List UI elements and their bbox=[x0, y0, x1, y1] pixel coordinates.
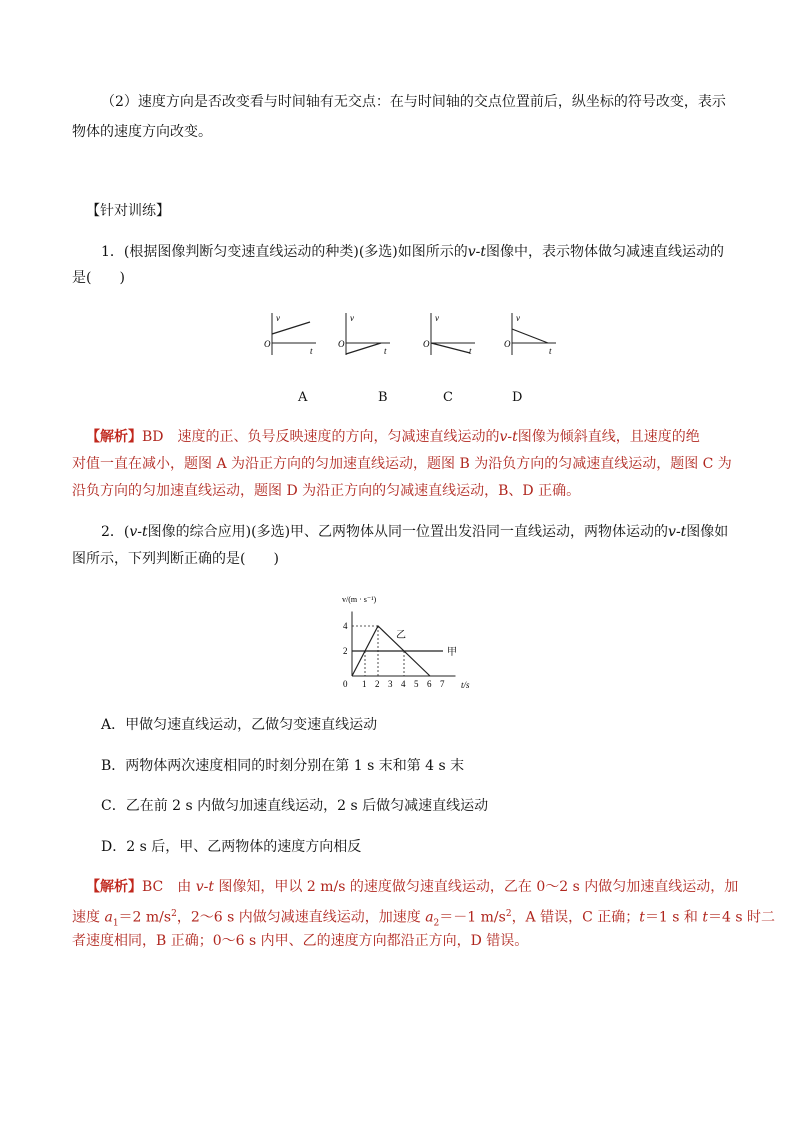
q2-analysis-l2-e: ，A 错误，C 正确； bbox=[511, 909, 640, 926]
q1-analysis-answer: BD bbox=[142, 429, 164, 445]
q2-stem-line-1 bbox=[101, 522, 728, 542]
chart-xlabel: t/s bbox=[461, 680, 470, 690]
chart-ylabel: v/(m · s⁻¹) bbox=[342, 595, 377, 604]
q2-option-b: B．两物体两次速度相同的时刻分别在第 1 s 末和第 4 s 末 bbox=[101, 758, 465, 774]
graph-c bbox=[423, 313, 475, 356]
q2-option-c: C．乙在前 2 s 内做匀加速直线运动，2 s 后做匀减速直线运动 bbox=[101, 798, 489, 814]
q2-analysis-a1: a bbox=[104, 909, 113, 926]
q2-analysis-sub2: 2 bbox=[433, 918, 440, 929]
x-tick-label: 7 bbox=[440, 679, 445, 689]
intro-line-2: 物体的速度方向改变。 bbox=[72, 124, 212, 140]
q2-stem-pre: 2．( bbox=[101, 524, 130, 540]
graph-label-c: C bbox=[443, 390, 453, 405]
q2-analysis-l1-b: 图像知，甲以 2 m/s 的速度做匀速直线运动，乙在 0～2 s 内做匀加速直线运动，加 bbox=[213, 879, 739, 895]
x-tick-label: 4 bbox=[401, 679, 406, 689]
graph-label-d: D bbox=[512, 390, 523, 405]
graph-c-axis-v: v bbox=[435, 313, 439, 323]
graph-b bbox=[338, 313, 390, 356]
graph-d bbox=[504, 313, 556, 356]
q1-stem-post: 图像中，表示物体做匀减速直线运动的 bbox=[486, 244, 725, 260]
q2-analysis-l2-g: ＝4 s 时二 bbox=[708, 909, 776, 926]
q2-stem-vt-2: v-t bbox=[668, 524, 687, 540]
q2-analysis-l2-d: ＝－1 m/s bbox=[439, 909, 506, 926]
q1-stem-line-1 bbox=[101, 242, 724, 262]
graph-a-axis-v: v bbox=[276, 313, 280, 323]
q2-analysis-tag: 【解析】 bbox=[86, 879, 142, 895]
q2-vt-chart bbox=[0, 588, 794, 698]
q2-option-d: D．2 s 后，甲、乙两物体的速度方向相反 bbox=[101, 839, 362, 855]
q1-stem-pre: 1．(根据图像判断匀变速直线运动的种类)(多选)如图所示的 bbox=[101, 244, 468, 260]
graph-b-axis-t: t bbox=[384, 346, 387, 356]
q2-analysis-l2-b: ＝2 m/s bbox=[118, 909, 172, 926]
graph-d-axis-v: v bbox=[516, 313, 520, 323]
q2-analysis-line-3: 者速度相同，B 正确；0～6 s 内甲、乙的速度方向都沿正方向，D 错误。 bbox=[72, 933, 529, 949]
q1-analysis-post: 图像为倾斜直线，且速度的绝 bbox=[517, 429, 700, 445]
q2-stem-mid: 图像的综合应用)(多选)甲、乙两物体从同一位置出发沿同一直线运动，两物体运动的 bbox=[147, 524, 669, 540]
q2-analysis-l2-f: ＝1 s 和 bbox=[644, 909, 703, 926]
series-label-yi: 乙 bbox=[396, 630, 406, 641]
graph-d-axis-t: t bbox=[549, 346, 552, 356]
graph-c-axis-t: t bbox=[469, 346, 472, 356]
q1-analysis-line-3: 沿负方向的匀加速直线运动，题图 D 为沿正方向的匀减速直线运动，B、D 正确。 bbox=[72, 483, 581, 499]
graph-a-axis-t: t bbox=[310, 346, 313, 356]
q2-analysis-answer: BC bbox=[142, 879, 164, 895]
q2-analysis-vt: v-t bbox=[195, 879, 214, 895]
q2-analysis-sup2: 2 bbox=[505, 909, 512, 919]
graph-a-origin: O bbox=[264, 339, 271, 349]
q2-analysis-line-1 bbox=[86, 877, 738, 897]
q1-analysis-vt: v-t bbox=[499, 429, 518, 445]
q1-analysis-tag: 【解析】 bbox=[86, 429, 142, 445]
series-label-jia: 甲 bbox=[447, 647, 457, 658]
x-tick-label: 1 bbox=[362, 679, 367, 689]
q1-stem-line-2: 是( ) bbox=[72, 270, 125, 286]
x-tick-label: 6 bbox=[427, 679, 432, 689]
q2-stem-line-2: 图所示，下列判断正确的是( ) bbox=[72, 551, 279, 567]
x-tick-label: 0 bbox=[343, 679, 348, 689]
graph-a bbox=[264, 313, 316, 356]
graph-d-origin: O bbox=[504, 339, 511, 349]
q1-graphs bbox=[0, 305, 794, 385]
graph-label-a: A bbox=[298, 390, 308, 405]
y-tick-label: 2 bbox=[343, 646, 348, 656]
q2-stem-post: 图像如 bbox=[686, 524, 729, 540]
x-tick-label: 3 bbox=[388, 679, 393, 689]
x-tick-label: 5 bbox=[414, 679, 419, 689]
q1-analysis-pre: 速度的正、负号反映速度的方向，匀减速直线运动的 bbox=[163, 429, 500, 445]
graph-b-axis-v: v bbox=[350, 313, 354, 323]
q2-option-a: A．甲做匀速直线运动，乙做匀变速直线运动 bbox=[101, 717, 378, 733]
q2-analysis-sub1: 1 bbox=[112, 918, 119, 929]
q2-analysis-l2-a: 速度 bbox=[72, 909, 105, 926]
q1-analysis-line-2: 对值一直在减小，题图 A 为沿正方向的匀加速直线运动，题图 B 为沿负方向的匀减速直线运动，题图 C 为 bbox=[72, 456, 732, 472]
graph-c-origin: O bbox=[423, 339, 430, 349]
q2-analysis-t2: t bbox=[702, 909, 709, 926]
q2-analysis-l2-c: ，2～6 s 内做匀减速直线运动，加速度 bbox=[176, 909, 426, 926]
q2-stem-vt-1: v-t bbox=[129, 524, 148, 540]
q2-analysis-sup1: 2 bbox=[171, 909, 177, 919]
q1-stem-vt: v-t bbox=[467, 244, 487, 260]
q2-analysis-a2: a bbox=[425, 909, 434, 926]
q1-analysis-line-1 bbox=[86, 427, 700, 447]
q2-analysis-t1: t bbox=[639, 909, 645, 926]
x-tick-label: 2 bbox=[375, 679, 380, 689]
graph-label-b: B bbox=[378, 390, 388, 405]
section-heading: 【针对训练】 bbox=[86, 203, 170, 219]
q2-analysis-l1-a: 由 bbox=[163, 879, 196, 895]
y-tick-label: 4 bbox=[343, 621, 348, 631]
q2-analysis-line-2 bbox=[72, 904, 775, 933]
intro-line-1: （2）速度方向是否改变看与时间轴有无交点：在与时间轴的交点位置前后，纵坐标的符号改变，表示 bbox=[101, 94, 726, 110]
graph-b-origin: O bbox=[338, 339, 345, 349]
